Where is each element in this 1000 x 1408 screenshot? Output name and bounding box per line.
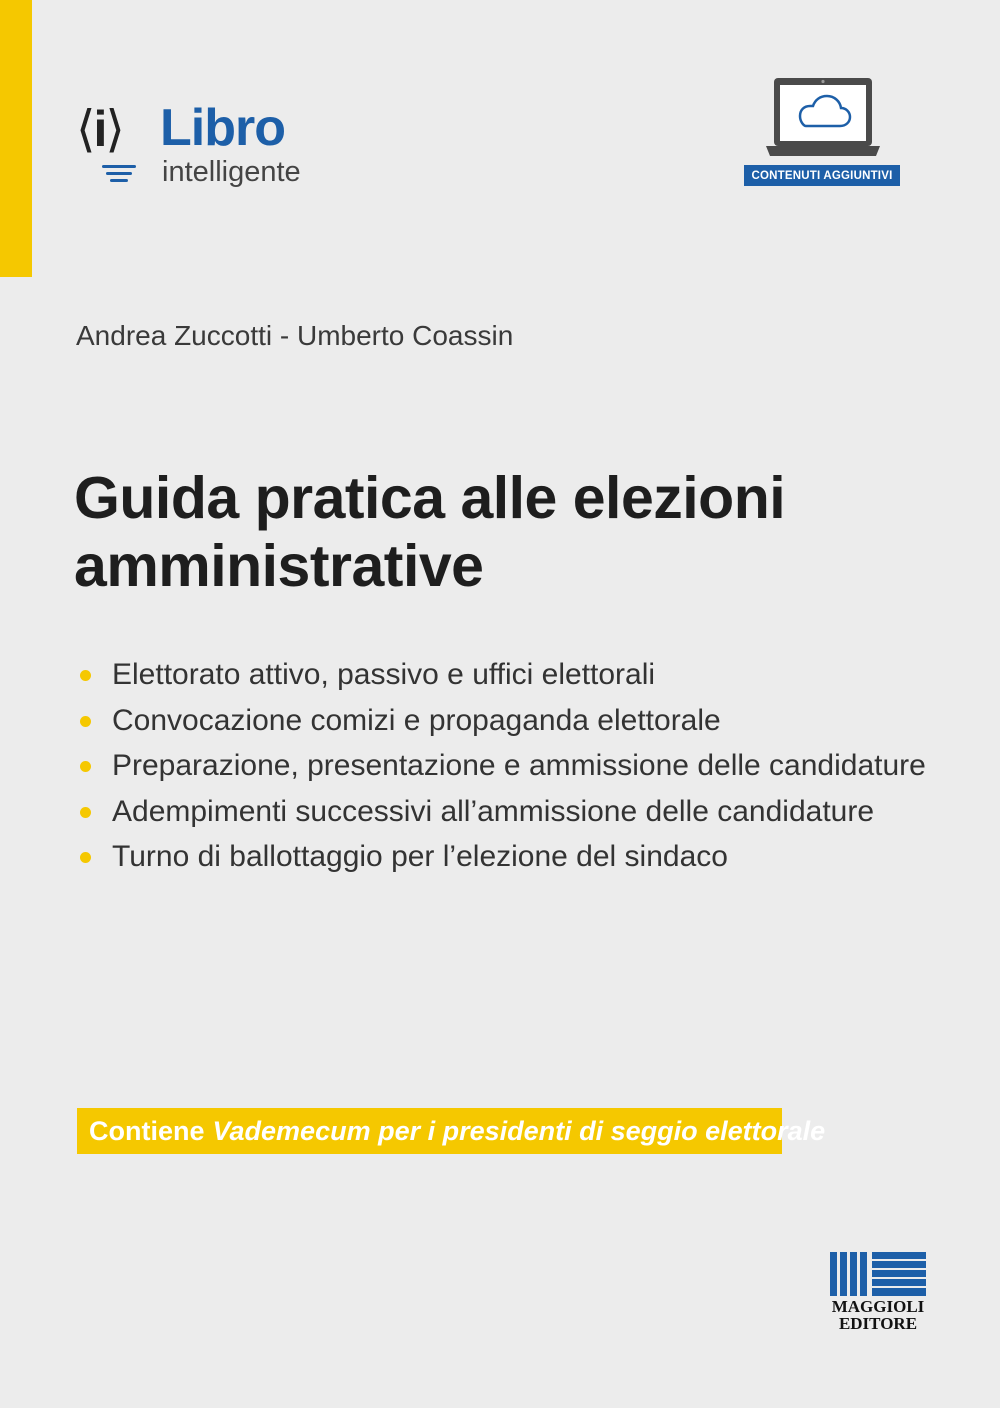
logo-bracket-mark [76,101,123,157]
bullet-dot-icon [80,761,91,772]
logo-bracket-right: ⟩ [105,101,123,157]
laptop-cloud-icon [744,76,900,166]
badge-label: CONTENUTI AGGIUNTIVI [744,165,900,186]
maggioli-editore-logo [828,1250,928,1340]
topic-item [78,789,926,835]
maggioli-mark-icon [828,1250,928,1298]
logo-bracket-left: ⟨ [76,101,94,157]
publisher-line-2: EDITORE [838,1314,918,1333]
topic-text: Preparazione, presentazione e ammissione delle candidature [112,749,926,782]
topic-text: Convocazione comizi e propaganda elettorale [112,703,721,737]
topic-item [78,652,926,698]
topic-item [78,698,926,744]
bullet-dot-icon [80,807,91,818]
topic-list [78,652,926,880]
banner-emphasis: Vademecum per i presidenti di seggio elettorale [212,1115,826,1146]
logo-i: i [93,101,106,157]
book-title-line-1: Guida pratica alle elezioni [74,465,786,531]
ilibro-logo [76,98,316,208]
bullet-dot-icon [80,716,91,727]
logo-subtitle: intelligente [162,156,301,188]
topic-text: Turno di ballottaggio per l’elezione del sindaco [112,840,728,873]
topic-text: Adempimenti successivi all’ammissione delle candidature [112,794,875,828]
logo-word: Libro [160,99,285,157]
publisher-name [828,1298,928,1332]
book-title [74,464,954,600]
topic-item [78,834,926,880]
bullet-dot-icon [80,852,91,863]
vademecum-banner [77,1108,826,1154]
additional-content-badge [744,76,900,188]
yellow-accent-bar [0,0,32,277]
topic-text: Elettorato attivo, passivo e uffici elettorali [112,658,656,691]
banner-prefix: Contiene [89,1115,205,1146]
book-authors: Andrea Zuccotti - Umberto Coassin [76,320,514,351]
bullet-dot-icon [80,670,91,681]
lightbulb-base-icon [102,165,136,186]
topic-item [78,743,926,789]
book-title-line-2: amministrative [74,533,484,599]
publisher-line-1: MAGGIOLI [831,1297,925,1316]
